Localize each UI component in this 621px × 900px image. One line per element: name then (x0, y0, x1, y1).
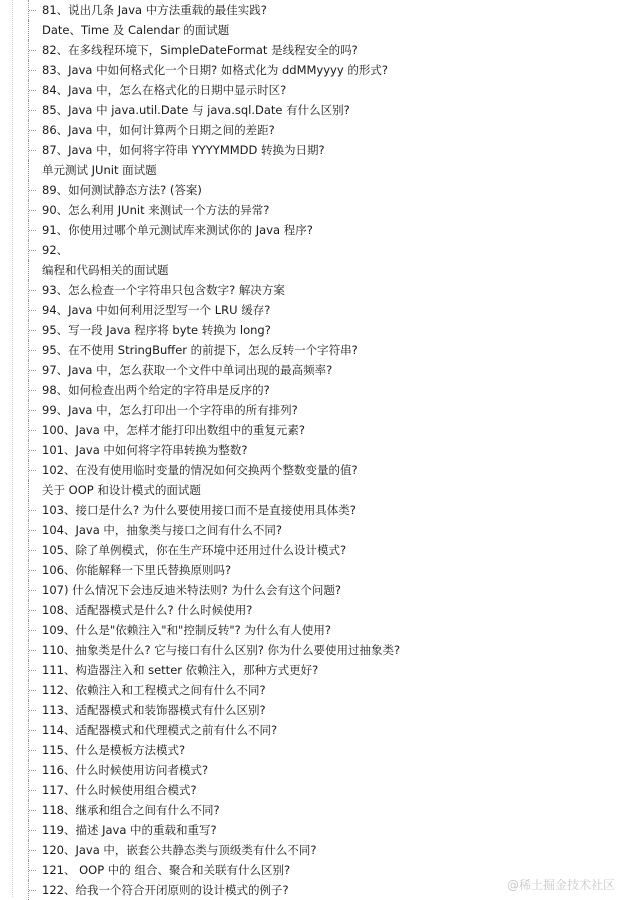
tree-branch-tick (29, 450, 36, 451)
tree-branch-tick (29, 790, 36, 791)
toc-item[interactable] (0, 280, 621, 300)
toc-item[interactable] (0, 580, 621, 600)
tree-branch-tick (29, 470, 36, 471)
toc-item-label: 编程和代码相关的面试题 (42, 263, 169, 277)
tree-branch-tick (29, 710, 36, 711)
toc-item[interactable] (0, 720, 621, 740)
toc-item[interactable] (0, 140, 621, 160)
toc-item[interactable] (0, 240, 621, 260)
toc-item[interactable] (0, 500, 621, 520)
toc-item-label: 119、描述 Java 中的重载和重写? (42, 823, 217, 837)
toc-item[interactable] (0, 40, 621, 60)
toc-item-label: 111、构造器注入和 setter 依赖注入，那种方式更好? (42, 663, 319, 677)
toc-item[interactable] (0, 640, 621, 660)
tree-branch-tick (29, 350, 36, 351)
tree-branch-tick (29, 890, 36, 891)
tree-branch-tick (29, 250, 36, 251)
toc-item[interactable] (0, 620, 621, 640)
toc-item-label: 106、你能解释一下里氏替换原则吗? (42, 563, 232, 577)
tree-branch-tick (29, 810, 36, 811)
toc-item[interactable] (0, 320, 621, 340)
toc-item[interactable] (0, 660, 621, 680)
toc-item[interactable] (0, 800, 621, 820)
toc-section-heading[interactable] (0, 480, 621, 500)
toc-item[interactable] (0, 840, 621, 860)
tree-branch-tick (29, 770, 36, 771)
tree-branch-tick (29, 630, 36, 631)
toc-item-label: 115、什么是模板方法模式? (42, 743, 186, 757)
tree-branch-tick (29, 10, 36, 11)
toc-item-label: 118、继承和组合之间有什么不同? (42, 803, 220, 817)
toc-item-label: 90、怎么利用 JUnit 来测试一个方法的异常? (42, 203, 270, 217)
toc-item-label: 110、抽象类是什么? 它与接口有什么区别? 你为什么要使用过抽象类? (42, 643, 401, 657)
toc-item-label: 112、依赖注入和工程模式之间有什么不同? (42, 683, 266, 697)
toc-item-label: 84、Java 中，怎么在格式化的日期中显示时区? (42, 83, 287, 97)
toc-item-label: 109、什么是"依赖注入"和"控制反转"? 为什么有人使用? (42, 623, 331, 637)
toc-item-label: 104、Java 中，抽象类与接口之间有什么不同? (42, 523, 282, 537)
toc-item[interactable] (0, 460, 621, 480)
tree-guide-line (28, 260, 29, 280)
toc-item-label: 95、写一段 Java 程序将 byte 转换为 long? (42, 323, 271, 337)
tree-branch-tick (29, 510, 36, 511)
toc-item[interactable] (0, 540, 621, 560)
toc-item-label: 108、适配器模式是什么? 什么时候使用? (42, 603, 253, 617)
toc-item-label: 94、Java 中如何利用泛型写一个 LRU 缓存? (42, 303, 271, 317)
tree-branch-tick (29, 110, 36, 111)
toc-item-label: 87、Java 中，如何将字符串 YYYYMMDD 转换为日期? (42, 143, 325, 157)
toc-item[interactable] (0, 380, 621, 400)
toc-item[interactable] (0, 520, 621, 540)
tree-branch-tick (29, 650, 36, 651)
toc-item-label: 107) 什么情况下会违反迪米特法则? 为什么会有这个问题? (42, 583, 341, 597)
toc-item[interactable] (0, 560, 621, 580)
toc-item-label: 关于 OOP 和设计模式的面试题 (42, 483, 201, 497)
toc-item-label: Date、Time 及 Calendar 的面试题 (42, 23, 230, 37)
tree-branch-tick (29, 610, 36, 611)
tree-branch-tick (29, 530, 36, 531)
tree-branch-tick (29, 90, 36, 91)
toc-item-label: 117、什么时候使用组合模式? (42, 783, 197, 797)
toc-section-heading[interactable] (0, 160, 621, 180)
toc-item[interactable] (0, 680, 621, 700)
tree-branch-tick (29, 690, 36, 691)
tree-branch-tick (29, 190, 36, 191)
tree-branch-tick (29, 870, 36, 871)
tree-branch-tick (29, 230, 36, 231)
toc-item[interactable] (0, 420, 621, 440)
tree-branch-tick (29, 670, 36, 671)
toc-section-heading[interactable] (0, 20, 621, 40)
toc-item-label: 单元测试 JUnit 面试题 (42, 163, 157, 177)
toc-item[interactable] (0, 760, 621, 780)
tree-guide-line (28, 480, 29, 500)
tree-branch-tick (29, 70, 36, 71)
toc-item-label: 99、Java 中，怎么打印出一个字符串的所有排列? (42, 403, 298, 417)
toc-item-label: 95、在不使用 StringBuffer 的前提下，怎么反转一个字符串? (42, 343, 358, 357)
tree-branch-tick (29, 290, 36, 291)
toc-item[interactable] (0, 780, 621, 800)
tree-branch-tick (29, 550, 36, 551)
toc-item[interactable] (0, 740, 621, 760)
toc-item[interactable] (0, 0, 621, 20)
toc-item-label: 86、Java 中，如何计算两个日期之间的差距? (42, 123, 275, 137)
toc-item[interactable] (0, 300, 621, 320)
toc-item-label: 101、Java 中如何将字符串转换为整数? (42, 443, 248, 457)
toc-item-label: 116、什么时候使用访问者模式? (42, 763, 209, 777)
toc-item-label: 100、Java 中，怎样才能打印出数组中的重复元素? (42, 423, 305, 437)
tree-branch-tick (29, 50, 36, 51)
tree-branch-tick (29, 430, 36, 431)
toc-item-label: 91、你使用过哪个单元测试库来测试你的 Java 程序? (42, 223, 313, 237)
tree-branch-tick (29, 410, 36, 411)
toc-item-label: 121、 OOP 中的 组合、聚合和关联有什么区别? (42, 863, 291, 877)
toc-item-label: 89、如何测试静态方法? (答案) (42, 183, 202, 197)
toc-item[interactable] (0, 820, 621, 840)
toc-item-label: 102、在没有使用临时变量的情况如何交换两个整数变量的值? (42, 463, 358, 477)
toc-item-label: 83、Java 中如何格式化一个日期? 如格式化为 ddMMyyyy 的形式? (42, 63, 388, 77)
tree-branch-tick (29, 830, 36, 831)
watermark: @稀土掘金技术社区 (506, 878, 615, 892)
toc-item-label: 82、在多线程环境下，SimpleDateFormat 是线程安全的吗? (42, 43, 358, 57)
toc-item-label: 97、Java 中，怎么获取一个文件中单词出现的最高频率? (42, 363, 333, 377)
toc-item[interactable] (0, 100, 621, 120)
toc-item[interactable] (0, 700, 621, 720)
tree-branch-tick (29, 370, 36, 371)
toc-item[interactable] (0, 600, 621, 620)
toc-item-label: 120、Java 中，嵌套公共静态类与顶级类有什么不同? (42, 843, 317, 857)
toc-section-heading[interactable] (0, 260, 621, 280)
toc-item-label: 93、怎么检查一个字符串只包含数字? 解决方案 (42, 283, 285, 297)
tree-branch-tick (29, 130, 36, 131)
toc-item[interactable] (0, 180, 621, 200)
tree-branch-tick (29, 730, 36, 731)
toc-item-label: 105、除了单例模式，你在生产环境中还用过什么设计模式? (42, 543, 347, 557)
tree-guide-line (28, 20, 29, 40)
tree-branch-tick (29, 330, 36, 331)
toc-item[interactable] (0, 220, 621, 240)
tree-branch-tick (29, 390, 36, 391)
toc-item[interactable] (0, 340, 621, 360)
toc-item-label: 92、 (42, 243, 69, 257)
tree-guide-line (28, 160, 29, 180)
toc-item-label: 85、Java 中 java.util.Date 与 java.sql.Date 有什么区别? (42, 103, 350, 117)
toc-item-label: 98、如何检查出两个给定的字符串是反序的? (42, 383, 270, 397)
tree-branch-tick (29, 570, 36, 571)
toc-item-label: 113、适配器模式和装饰器模式有什么区别? (42, 703, 266, 717)
toc-item-label: 81、说出几条 Java 中方法重载的最佳实践? (42, 3, 267, 17)
toc-item[interactable] (0, 80, 621, 100)
toc-item[interactable] (0, 120, 621, 140)
toc-item[interactable] (0, 200, 621, 220)
toc-item[interactable] (0, 360, 621, 380)
toc-item[interactable] (0, 60, 621, 80)
tree-branch-tick (29, 750, 36, 751)
toc-item[interactable] (0, 440, 621, 460)
tree-branch-tick (29, 590, 36, 591)
toc-item-label: 122、给我一个符合开闭原则的设计模式的例子? (42, 883, 289, 897)
tree-branch-tick (29, 210, 36, 211)
toc-item-label: 114、适配器模式和代理模式之前有什么不同? (42, 723, 278, 737)
toc-item[interactable] (0, 400, 621, 420)
tree-branch-tick (29, 310, 36, 311)
tree-branch-tick (29, 150, 36, 151)
toc-item-label: 103、接口是什么? 为什么要使用接口而不是直接使用具体类? (42, 503, 356, 517)
tree-branch-tick (29, 850, 36, 851)
